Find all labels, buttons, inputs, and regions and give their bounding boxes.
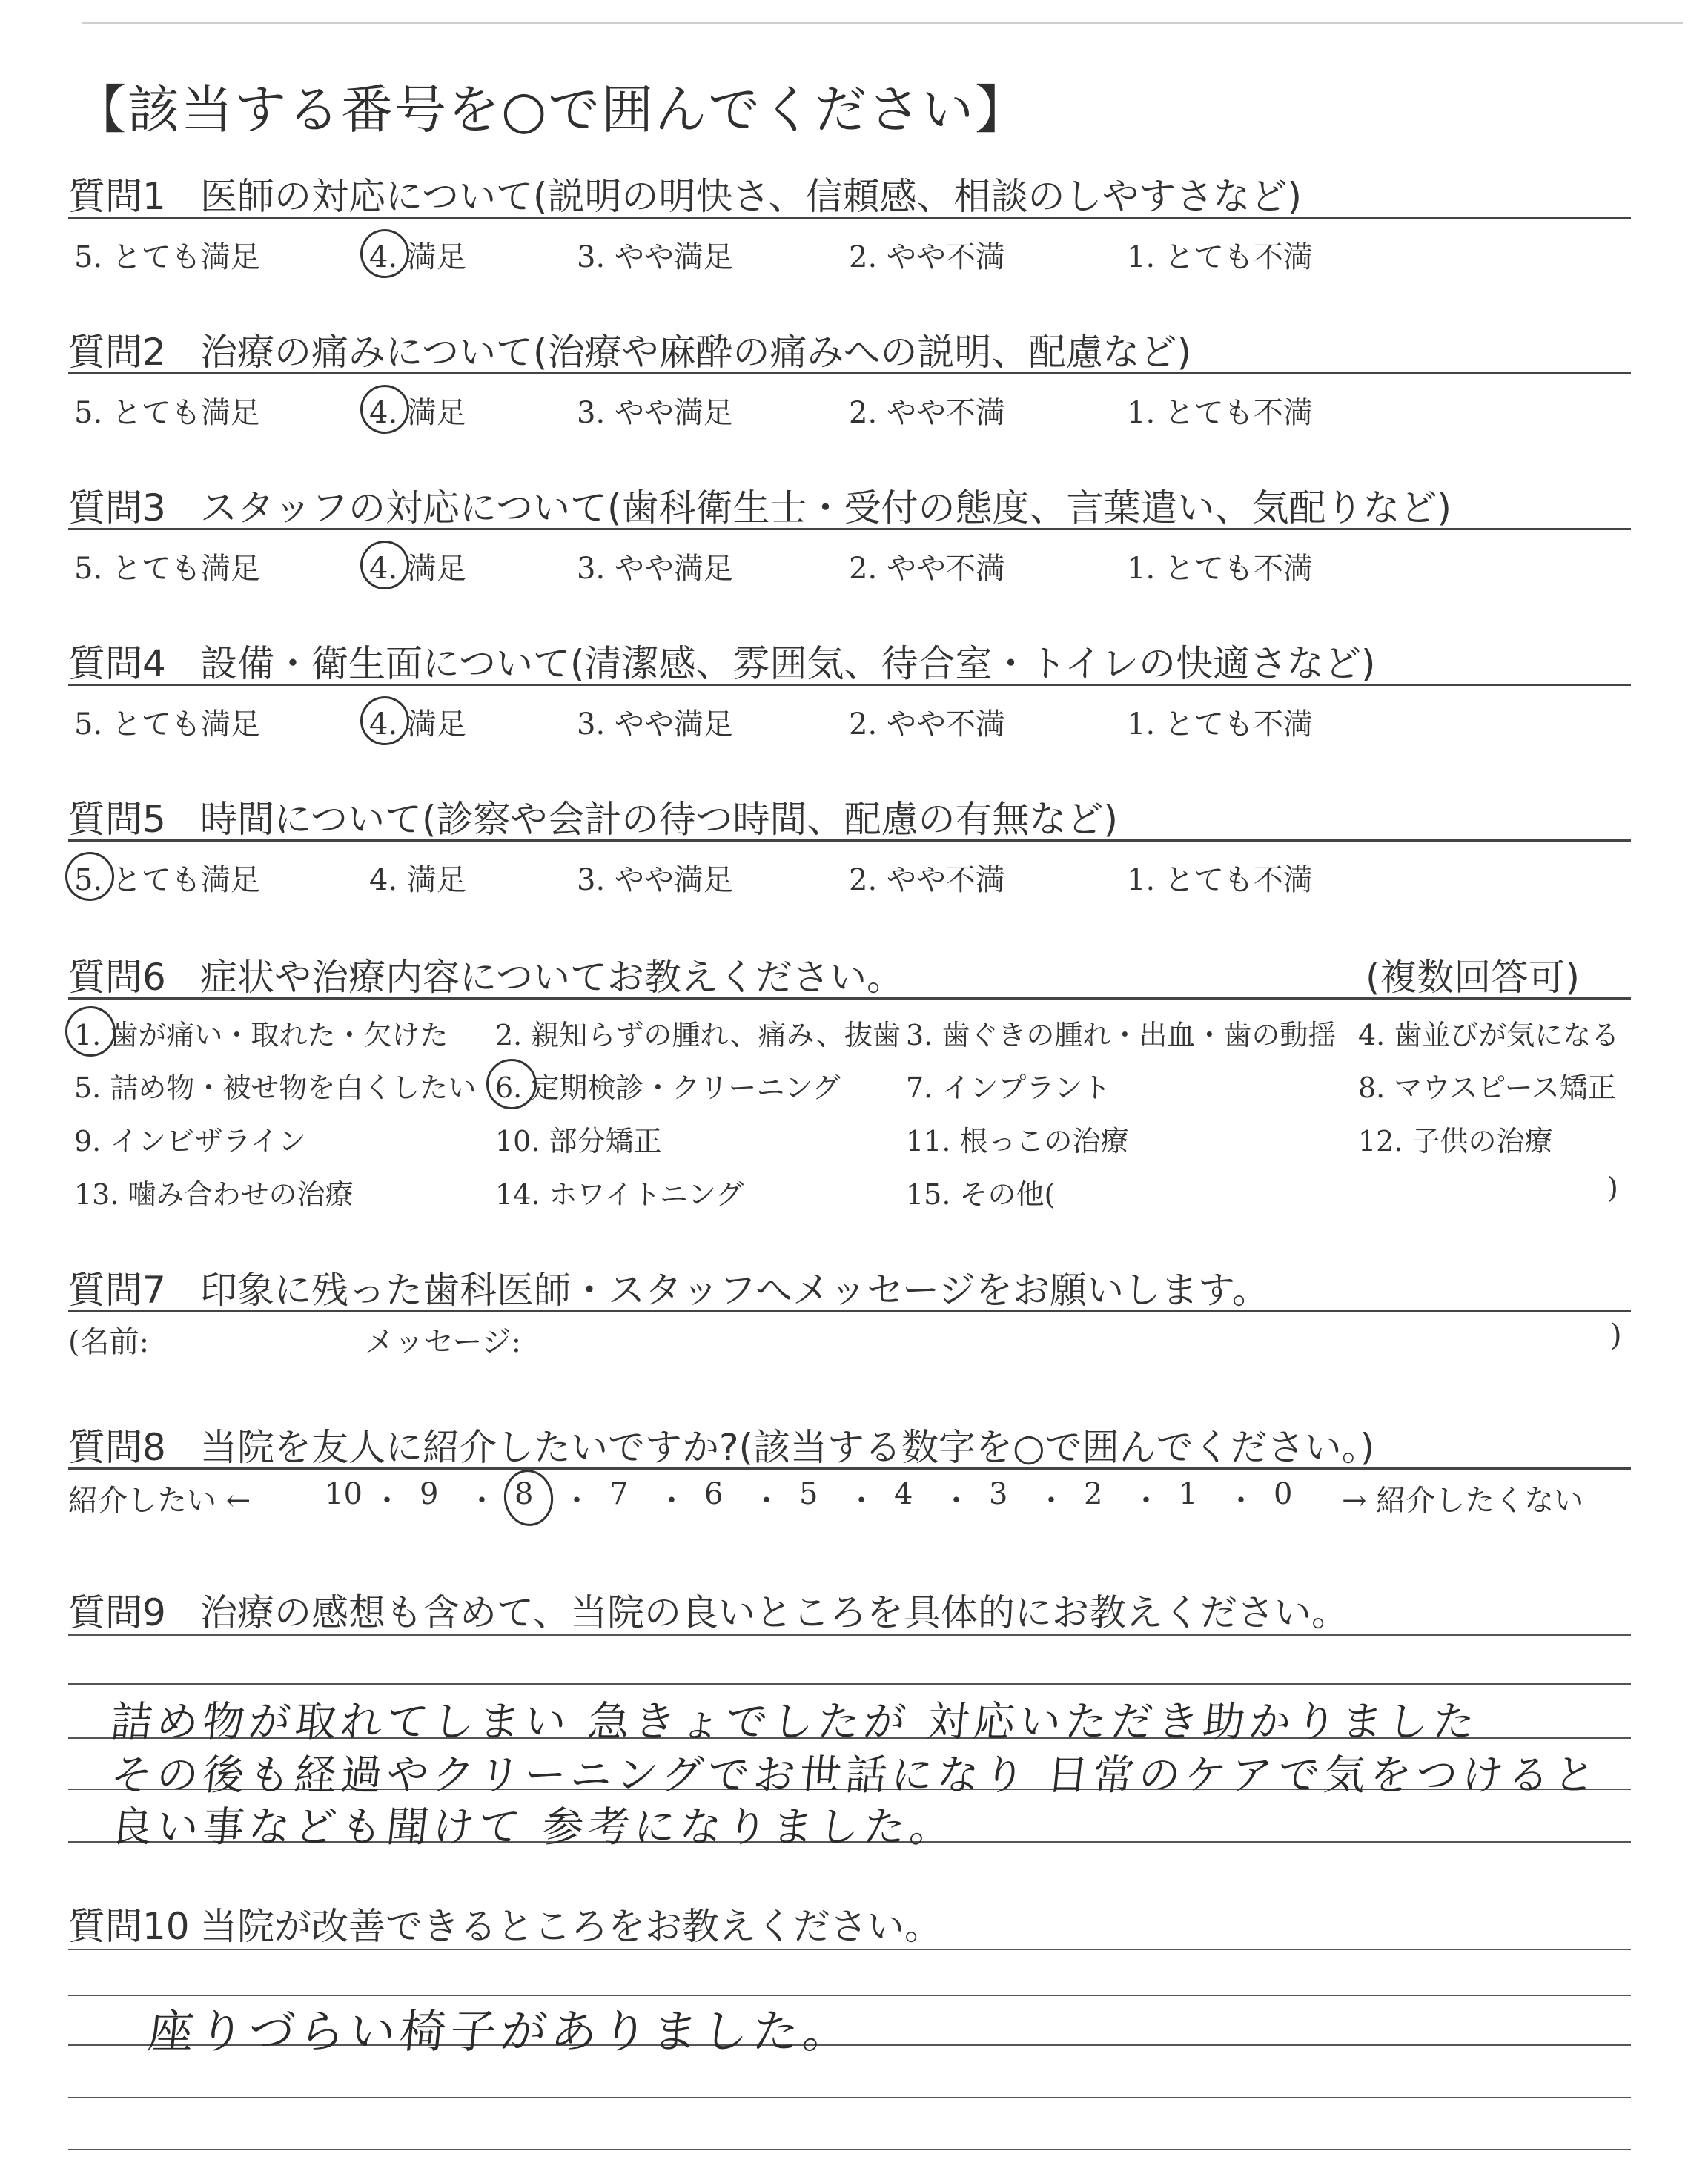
question-rule (68, 839, 1631, 842)
question-9 (68, 1583, 1348, 1636)
question-text: 当院を友人に紹介したいですか?(該当する数字を○で囲んでください。) (200, 1426, 1375, 1469)
rating-option-5: 5. とても満足 (74, 863, 260, 897)
rating-option-4: 4. 満足 (369, 707, 466, 742)
symptom-option: 9. インビザライン (74, 1125, 307, 1157)
question-rule (68, 528, 1631, 530)
rating-option-5: 5. とても満足 (74, 396, 260, 430)
symptom-option: 7. インプラント (906, 1071, 1111, 1104)
symptom-option: 14. ホワイトニング (495, 1178, 744, 1211)
question-text: 治療の感想も含めて、当院の良いところを具体的にお教えください。 (200, 1591, 1348, 1634)
question-1 (68, 167, 1302, 220)
separator-dot: ・ (1131, 1484, 1161, 1518)
question-text: 印象に残った歯科医師・スタッフへメッセージをお願いします。 (200, 1269, 1269, 1312)
separator-dot: ・ (847, 1484, 876, 1518)
question-6 (68, 948, 904, 1001)
symptom-option: 2. 親知らずの腫れ、痛み、抜歯 (495, 1019, 901, 1051)
recommend-value: 10 (325, 1477, 363, 1511)
recommend-value: 1 (1179, 1477, 1198, 1511)
symptom-option: 5. 詰め物・被せ物を白くしたい (74, 1071, 477, 1104)
question-number: 質問1 (68, 175, 166, 218)
rating-option-2: 2. やや不満 (849, 396, 1005, 430)
question-rule (68, 997, 1631, 1000)
question-text: 設備・衛生面について(清潔感、雰囲気、待合室・トイレの快適さなど) (200, 642, 1376, 685)
question-rule (68, 217, 1631, 219)
separator-dot: ・ (1226, 1484, 1256, 1518)
answer-line (68, 1683, 1631, 1685)
question-number: 質問8 (68, 1426, 166, 1469)
top-border (82, 22, 1683, 24)
question-number: 質問3 (68, 486, 166, 529)
separator-dot: ・ (372, 1484, 402, 1518)
recommend-left-label: 紹介したい ← (68, 1484, 251, 1518)
message-label: メッセージ: (365, 1325, 522, 1359)
question-text: 治療の痛みについて(治療や麻酔の痛みへの説明、配慮など) (200, 331, 1192, 374)
symptom-option: 15. その他( (906, 1178, 1056, 1211)
handwritten-answer-line: 座りづらい椅子がありました。 (145, 2004, 857, 2058)
question-number: 質問9 (68, 1591, 166, 1634)
rating-option-2: 2. やや不満 (849, 240, 1005, 274)
rating-option-5: 5. とても満足 (74, 552, 260, 586)
rating-option-1: 1. とても不満 (1127, 707, 1313, 742)
recommend-value: 2 (1084, 1477, 1103, 1511)
symptom-option: 11. 根っこの治療 (906, 1125, 1129, 1157)
rating-option-4: 4. 満足 (369, 240, 466, 274)
recommend-value: 0 (1274, 1477, 1293, 1511)
recommend-value: 4 (894, 1477, 913, 1511)
question-7 (68, 1261, 1269, 1314)
name-label: (名前: (68, 1325, 150, 1359)
question-rule (68, 1310, 1631, 1312)
separator-dot: ・ (1036, 1484, 1066, 1518)
symptom-option: 10. 部分矯正 (495, 1125, 662, 1157)
symptom-option: 4. 歯並びが気になる (1358, 1019, 1620, 1051)
rating-option-3: 3. やや満足 (577, 240, 733, 274)
question-text: 当院が改善できるところをお教えください。 (200, 1905, 941, 1948)
recommend-value: 3 (989, 1477, 1008, 1511)
multiple-answer-note: (複数回答可) (1366, 956, 1580, 999)
separator-dot: ・ (562, 1484, 592, 1518)
separator-dot: ・ (657, 1484, 686, 1518)
question-text: 症状や治療内容についてお教えください。 (200, 956, 904, 999)
close-paren: ) (1610, 1318, 1622, 1353)
question-2 (68, 323, 1191, 376)
rating-option-3: 3. やや満足 (577, 863, 733, 897)
symptom-option: ) (1607, 1172, 1618, 1204)
rating-option-1: 1. とても不満 (1127, 240, 1313, 274)
page-title: 【該当する番号を○で囲んでください】 (74, 79, 1029, 140)
question-text: 医師の対応について(説明の明快さ、信頼感、相談のしやすさなど) (200, 175, 1302, 218)
recommend-value: 9 (420, 1477, 439, 1511)
question-text: スタッフの対応について(歯科衛生士・受付の態度、言葉遣い、気配りなど) (200, 486, 1452, 529)
recommend-value: 7 (609, 1477, 629, 1511)
handwritten-answer-line: 詰め物が取れてしまい 急きょでしたが 対応いただき助かりました (108, 1698, 1482, 1746)
rating-option-5: 5. とても満足 (74, 240, 260, 274)
rating-option-4: 4. 満足 (369, 552, 466, 586)
separator-dot: ・ (941, 1484, 971, 1518)
symptom-option: 3. 歯ぐきの腫れ・出血・歯の動揺 (906, 1019, 1337, 1051)
rating-option-1: 1. とても不満 (1127, 552, 1313, 586)
symptom-option: 13. 噛み合わせの治療 (74, 1178, 354, 1211)
answer-line (68, 1949, 1631, 1950)
rating-option-3: 3. やや満足 (577, 707, 733, 742)
rating-option-4: 4. 満足 (369, 863, 466, 897)
question-number: 質問6 (68, 956, 166, 999)
rating-option-2: 2. やや不満 (849, 552, 1005, 586)
rating-option-5: 5. とても満足 (74, 707, 260, 742)
rating-option-4: 4. 満足 (369, 396, 466, 430)
question-number: 質問10 (68, 1905, 190, 1948)
question-8 (68, 1418, 1374, 1471)
symptom-option: 8. マウスピース矯正 (1358, 1071, 1616, 1104)
question-rule (68, 1467, 1631, 1470)
rating-option-3: 3. やや満足 (577, 552, 733, 586)
rating-option-2: 2. やや不満 (849, 863, 1005, 897)
question-number: 質問7 (68, 1269, 166, 1312)
answer-line (68, 2097, 1631, 2098)
question-4 (68, 634, 1376, 687)
answer-line (68, 2149, 1631, 2150)
handwritten-answer-line: 良い事なども聞けて 参考になりました。 (108, 1803, 959, 1852)
rating-option-1: 1. とても不満 (1127, 863, 1313, 897)
separator-dot: ・ (752, 1484, 781, 1518)
question-number: 質問4 (68, 642, 166, 685)
symptom-option: 12. 子供の治療 (1358, 1125, 1553, 1157)
symptom-option: 6. 定期検診・クリーニング (495, 1071, 841, 1104)
rating-option-2: 2. やや不満 (849, 707, 1005, 742)
answer-line (68, 1634, 1631, 1636)
question-rule (68, 684, 1631, 686)
symptom-option: 1. 歯が痛い・取れた・欠けた (74, 1019, 448, 1051)
question-number: 質問5 (68, 798, 166, 841)
recommend-value: 6 (704, 1477, 724, 1511)
recommend-right-label: → 紹介したくない (1342, 1484, 1584, 1518)
rating-option-3: 3. やや満足 (577, 396, 733, 430)
question-5 (68, 790, 1118, 843)
question-3 (68, 478, 1452, 532)
handwritten-answer-line: その後も経過やクリーニングでお世話になり 日常のケアで気をつけると (108, 1751, 1603, 1800)
rating-option-1: 1. とても不満 (1127, 396, 1313, 430)
question-text: 時間について(診察や会計の待つ時間、配慮の有無など) (200, 798, 1119, 841)
question-number: 質問2 (68, 331, 166, 374)
question-10 (68, 1897, 941, 1950)
recommend-value: 5 (799, 1477, 818, 1511)
selection-circle (500, 1467, 557, 1529)
question-rule (68, 372, 1631, 374)
recommend-value: 8 (514, 1477, 534, 1511)
separator-dot: ・ (467, 1484, 497, 1518)
